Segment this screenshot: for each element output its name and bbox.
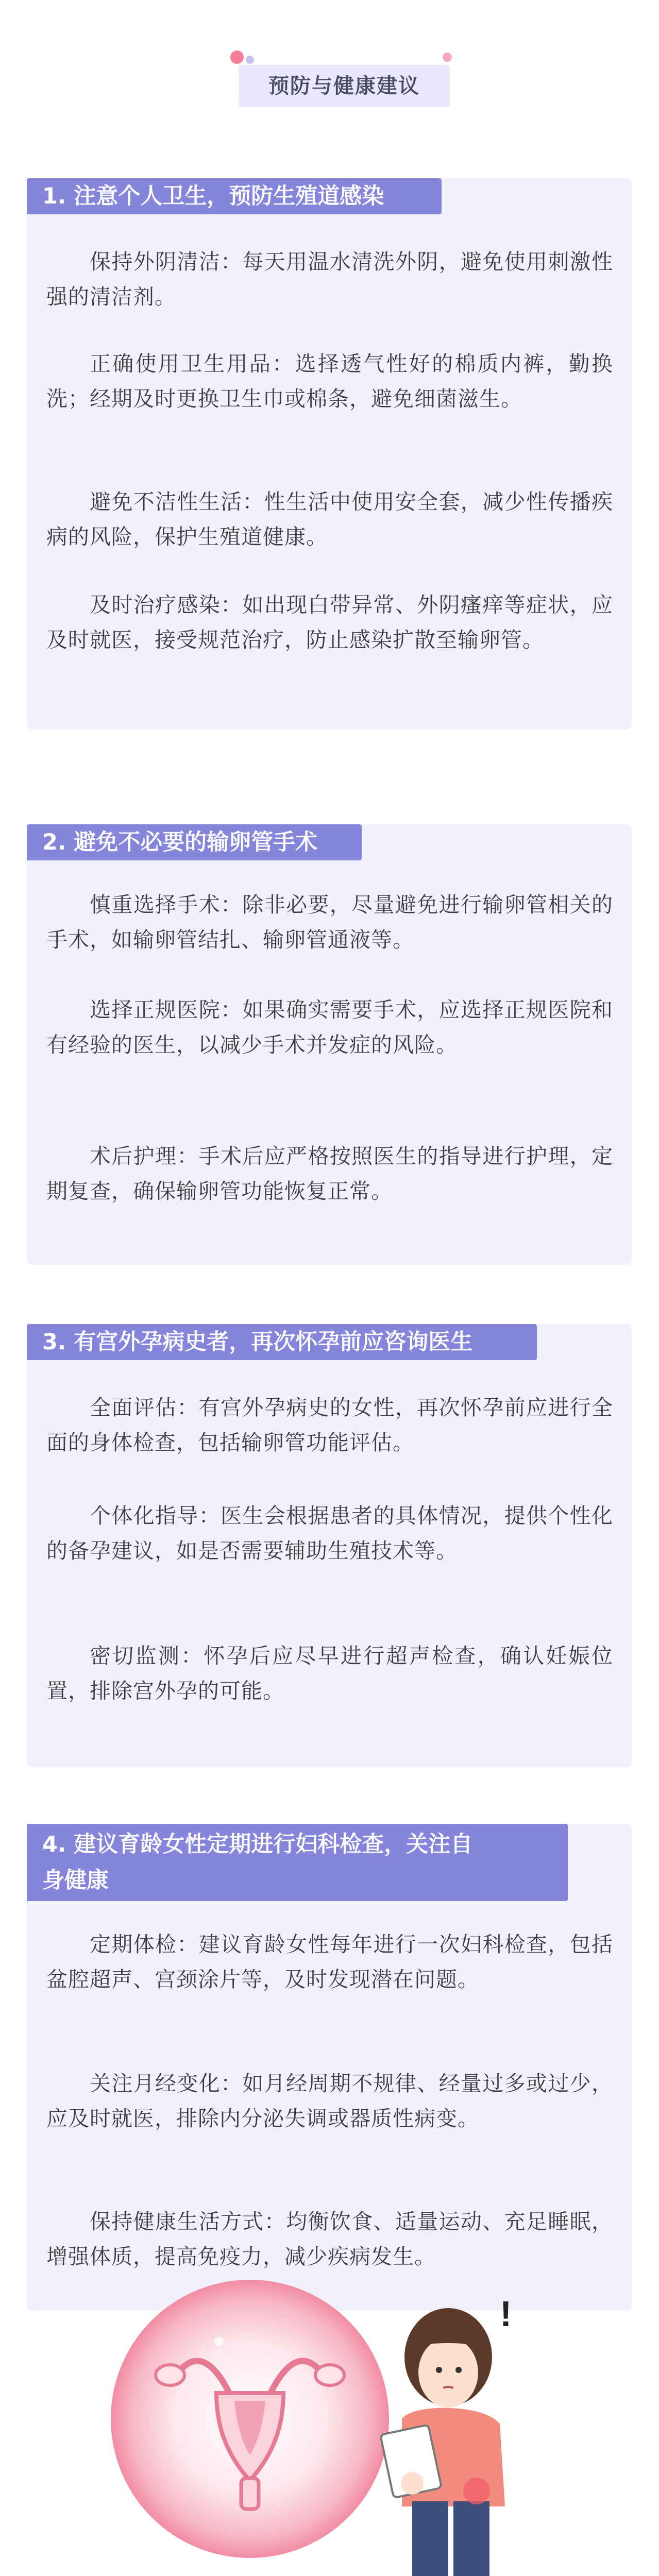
section-3-para-1: 全面评估：有宫外孕病史的女性，再次怀孕前应进行全面的身体检查，包括输卵管功能评估。	[46, 1395, 613, 1455]
title-badge	[230, 50, 457, 109]
section-2-heading: 2. 避免不必要的输卵管手术	[27, 824, 362, 860]
decor-dot-pink	[230, 50, 244, 64]
section-1-heading: 1. 注意个人卫生，预防生殖道感染	[27, 178, 442, 214]
svg-text:!: !	[500, 2294, 512, 2334]
section-2-para-2: 选择正规医院：如果确实需要手术，应选择正规医院和有经验的医生，以减少手术并发症的风险。	[46, 997, 613, 1057]
section-4-para-1: 定期体检：建议育龄女性每年进行一次妇科检查，包括盆腔超声、宫颈涂片等，及时发现潜在问题。	[46, 1932, 613, 1992]
section-3-heading: 3. 有宫外孕病史者，再次怀孕前应咨询医生	[27, 1324, 537, 1360]
section-2-para-1: 慎重选择手术：除非必要，尽量避免进行输卵管相关的手术，如输卵管结扎、输卵管通液等。	[46, 892, 613, 952]
section-4-heading	[27, 1824, 568, 1901]
decor-dot-right	[443, 53, 452, 62]
decor-dot-lavender	[246, 56, 254, 64]
section-4-heading-line-1: 4. 建议育龄女性定期进行妇科检查，关注自	[42, 1832, 473, 1857]
section-1-para-4: 及时治疗感染：如出现白带异常、外阴瘙痒等症状，应及时就医，接受规范治疗，防止感染扩散至输卵管。	[46, 592, 613, 652]
section-2-para-3: 术后护理：手术后应严格按照医生的指导进行护理，定期复查，确保输卵管功能恢复正常。	[46, 1144, 613, 1204]
section-3-para-3: 密切监测：怀孕后应尽早进行超声检查，确认妊娠位置，排除宫外孕的可能。	[46, 1643, 613, 1703]
section-4-heading-line-2: 身健康	[42, 1868, 109, 1893]
doctor-uterus-illustration-icon	[93, 2264, 556, 2576]
section-4-para-2: 关注月经变化：如月经周期不规律、经量过多或过少，应及时就医，排除内分泌失调或器质性病变。	[46, 2071, 613, 2131]
section-4-para-3: 保持健康生活方式：均衡饮食、适量运动、充足睡眠，增强体质，提高免疫力，减少疾病发生。	[46, 2209, 613, 2269]
section-1-para-2: 正确使用卫生用品：选择透气性好的棉质内裤，勤换洗；经期及时更换卫生巾或棉条，避免细菌滋生。	[46, 351, 613, 411]
page-title: 预防与健康建议	[268, 74, 420, 98]
section-1-para-1: 保持外阴清洁：每天用温水清洗外阴，避免使用刺激性强的清洁剂。	[46, 249, 613, 309]
section-1-para-3: 避免不洁性生活：性生活中使用安全套，减少性传播疾病的风险，保护生殖道健康。	[46, 489, 613, 549]
section-3-para-2: 个体化指导：医生会根据患者的具体情况，提供个性化的备孕建议，如是否需要辅助生殖技术等。	[46, 1503, 613, 1563]
